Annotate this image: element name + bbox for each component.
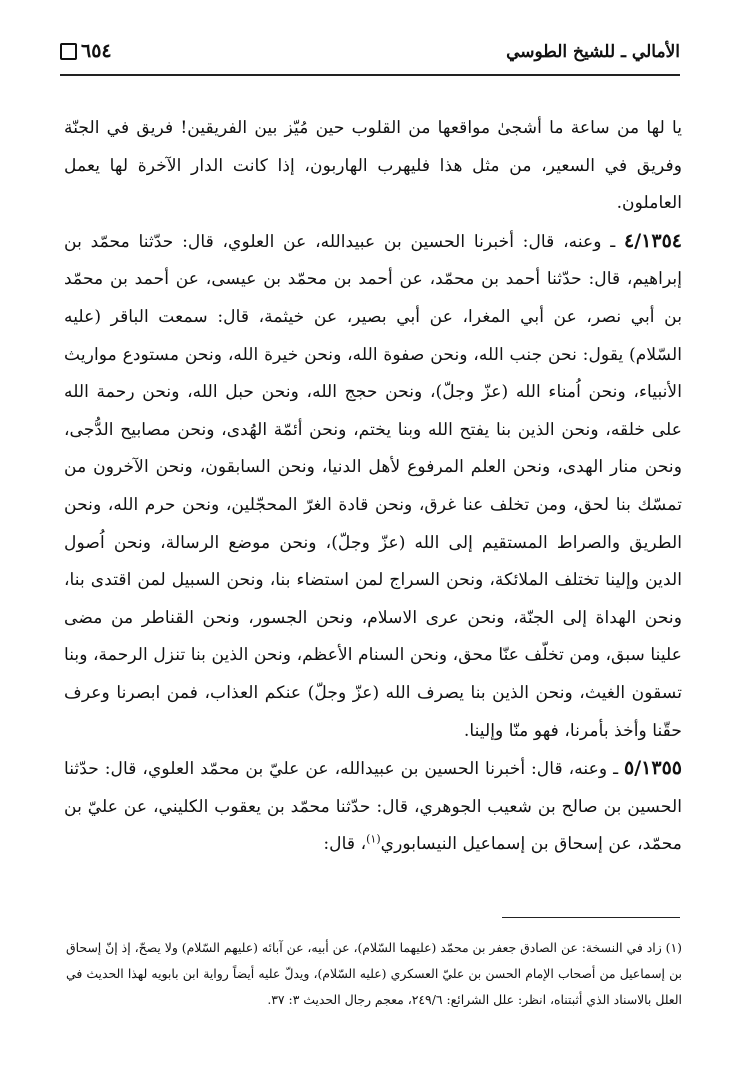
page-number xyxy=(60,40,112,62)
paragraph-3-text: ـ وعنه، قال: أخبرنا الحسين بن عبيدالله، عن عليّ بن محمّد العلوي، قال: حدّثنا الحسين بن صالح بن شعيب الجوهري، قال: حدّثنا محمّد بن يعقوب الكليني، عن عليّ بن محمّد، عن إسحاق بن إسماعيل النيسابوري xyxy=(64,759,682,855)
paragraph-3-end: ، قال: xyxy=(323,834,367,855)
footnote-separator xyxy=(502,917,680,918)
page-number-text: ٦٥٤ xyxy=(81,40,112,62)
paragraph-3 xyxy=(64,750,682,864)
page-box-icon xyxy=(60,43,77,60)
hadith-number: ٥/١٣٥٥ xyxy=(624,757,682,780)
page-header xyxy=(60,40,680,76)
running-title: الأمالي ـ للشيخ الطوسي xyxy=(506,42,680,62)
main-text xyxy=(64,110,682,864)
paragraph-1: يا لها من ساعة ما أشجىٰ مواقعها من القلوب حين مُيّز بين الفريقين! فريق في الجنّة وفريق في السعير، من مثل هذا فليهرب الهاربون، إذا كانت الدار الآخرة لها يعمل العاملون. xyxy=(64,118,682,214)
footnote: (١) زاد في النسخة: عن الصادق جعفر بن محمّد (عليهما السّلام)، عن أبيه، عن آبائه (عليهم السّلام) ولا يصحّ، إذ إنّ إسحاق بن إسماعيل من أصحاب الإمام الحسن بن عليّ العسكري (عليه السّلام)، ويدلّ عليه أيضاً رواية ابن بابويه لهذا الحديث في العلل بالاسناد الذي أثبتناه، انظر: علل الشرائع: ٢٤٩/٦، معجم رجال الحديث ٣: ٣٧. xyxy=(66,940,682,1007)
paragraph-2 xyxy=(64,223,682,750)
footnote-ref: (١) xyxy=(366,832,381,846)
hadith-number: ٤/١٣٥٤ xyxy=(624,229,682,252)
paragraph-2-text: ـ وعنه، قال: أخبرنا الحسين بن عبيدالله، عن العلوي، قال: حدّثنا محمّد بن إبراهيم، قال: حدّثنا أحمد بن محمّد، عن أحمد بن محمّد بن عيسى، عن أحمد بن محمّد بن أبي نصر، عن أبي المغرا، عن أبي بصير، عن خيثمة، قال: سمعت الباقر (عليه السّلام) يقول: نحن جنب الله، ونحن صفوة الله، ونحن خيرة الله، ونحن مستودع مواريث الأنبياء، ونحن اُمناء الله (عزّ وجلّ)، ونحن حجج الله، ونحن حبل الله، ونحن رحمة الله على خلقه، ونحن الذين بنا يفتح الله وبنا يختم، ونحن أئمّة الهُدى، ونحن مصابيح الدُّجى، ونحن منار الهدى، ونحن العلم المرفوع لأهل الدنيا، ونحن السابقون، ونحن الآخرون من تمسّك بنا لحق، ومن تخلف عنا غرق، ونحن قادة الغرّ المحجّلين، ونحن حرم الله، ونحن الطريق والصراط المستقيم إلى الله (عزّ وجلّ)، ونحن موضع الرسالة، ونحن اُصول الدين وإلينا تختلف الملائكة، ونحن السراج لمن استضاء بنا، ونحن السبيل لمن اقتدى بنا، ونحن الهداة إلى الجنّة، ونحن عرى الاسلام، ونحن الجسور، ونحن القناطر من مضى علينا سبق، ومن تخلّف عنّا محق، ونحن السنام الأعظم، ونحن الذين بنا تنزل الرحمة، وبنا تسقون الغيث، ونحن الذين بنا يصرف الله (عزّ وجلّ) عنكم العذاب، فمن ابصرنا وعرف حقّنا وأخذ بأمرنا، فهو منّا وإلينا. xyxy=(64,231,682,741)
